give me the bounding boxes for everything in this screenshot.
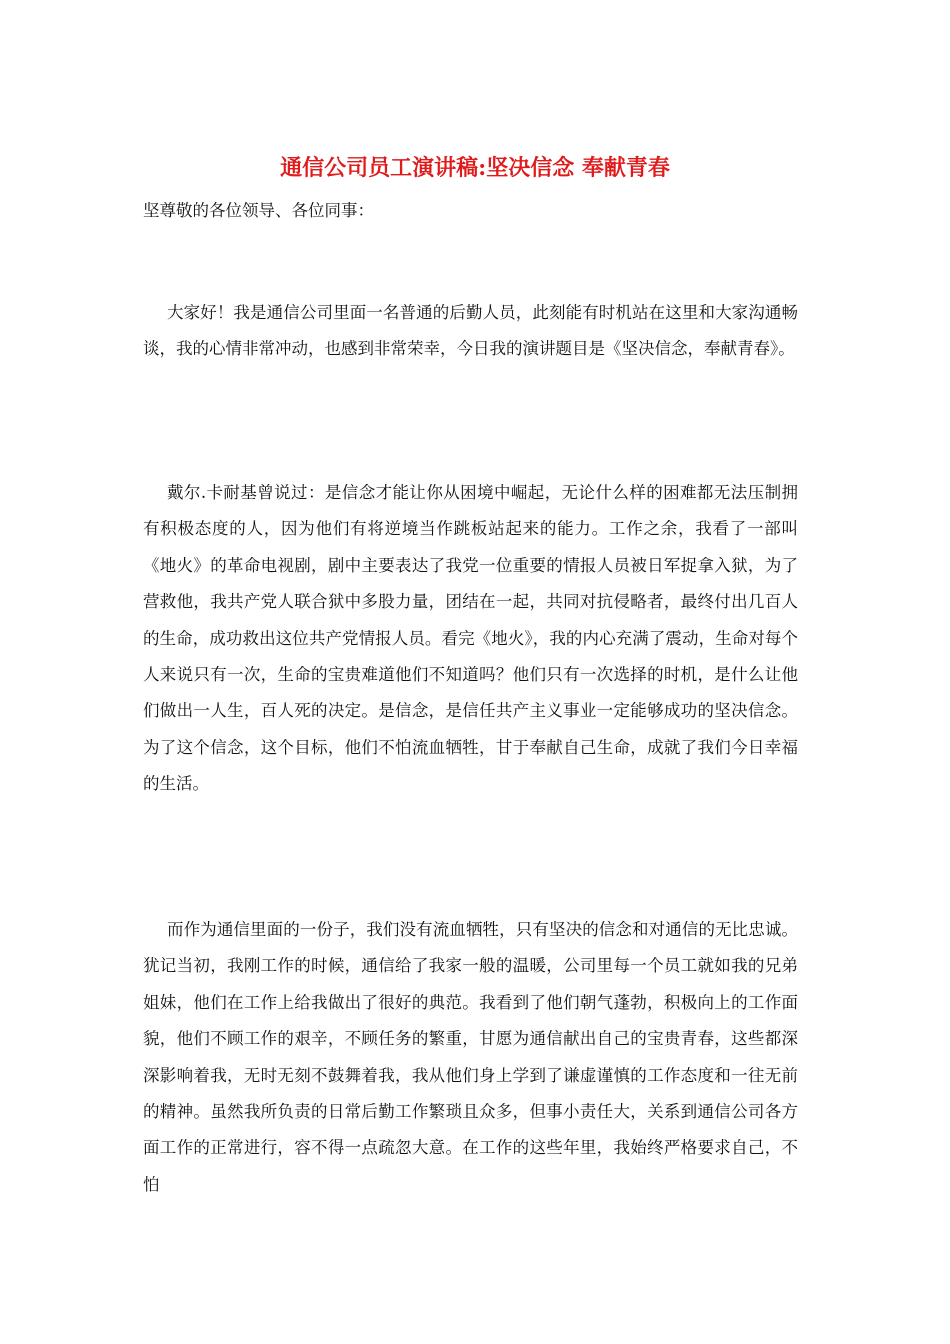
- salutation: 坚尊敬的各位领导、各位同事：: [143, 201, 374, 220]
- document-title: 通信公司员工演讲稿:坚决信念 奉献青春: [280, 155, 670, 181]
- paragraph-2: 戴尔.卡耐基曾说过：是信念才能让你从困境中崛起，无论什么样的困难都无法压制拥有积极态度的人，因为他们有将逆境当作跳板站起来的能力。工作之余，我看了一部叫《地火》的革命电视剧，剧中主要表达了我党一位重要的情报人员被日军捉拿入狱，为了营救他，我共产党人联合狱中多股力量，团结在一起，共同对抗侵略者，最终付出几百人的生命，成功救出这位共产党情报人员。看完《地火》，我的内心充满了震动，生命对每个人来说只有一次，生命的宝贵难道他们不知道吗？他们只有一次选择的时机，是什么让他们做出一人生，百人死的决定。是信念，是信任共产主义事业一定能够成功的坚决信念。为了这个信念，这个目标，他们不怕流血牺牲，甘于奉献自己生命，成就了我们今日幸福的生活。: [143, 483, 798, 794]
- paragraph-1: 大家好！我是通信公司里面一名普通的后勤人员，此刻能有时机站在这里和大家沟通畅谈，我的心情非常冲动，也感到非常荣幸，今日我的演讲题目是《坚决信念，奉献青春》。: [143, 303, 798, 359]
- paragraph-3: 而作为通信里面的一份子，我们没有流血牺牲，只有坚决的信念和对通信的无比忠诚。犹记当初，我刚工作的时候，通信给了我家一般的温暖，公司里每一个员工就如我的兄弟姐妹，他们在工作上给我做出了很好的典范。我看到了他们朝气蓬勃，积极向上的工作面貌，他们不顾工作的艰辛，不顾任务的繁重，甘愿为通信献出自己的宝贵青春，这些都深深影响着我，无时无刻不鼓舞着我，我从他们身上学到了谦虚谨慎的工作态度和一往无前的精神。虽然我所负责的日常后勤工作繁琐且众多，但事小责任大，关系到通信公司各方面工作的正常进行，容不得一点疏忽大意。在工作的这些年里，我始终严格要求自己，不怕: [143, 920, 798, 1194]
